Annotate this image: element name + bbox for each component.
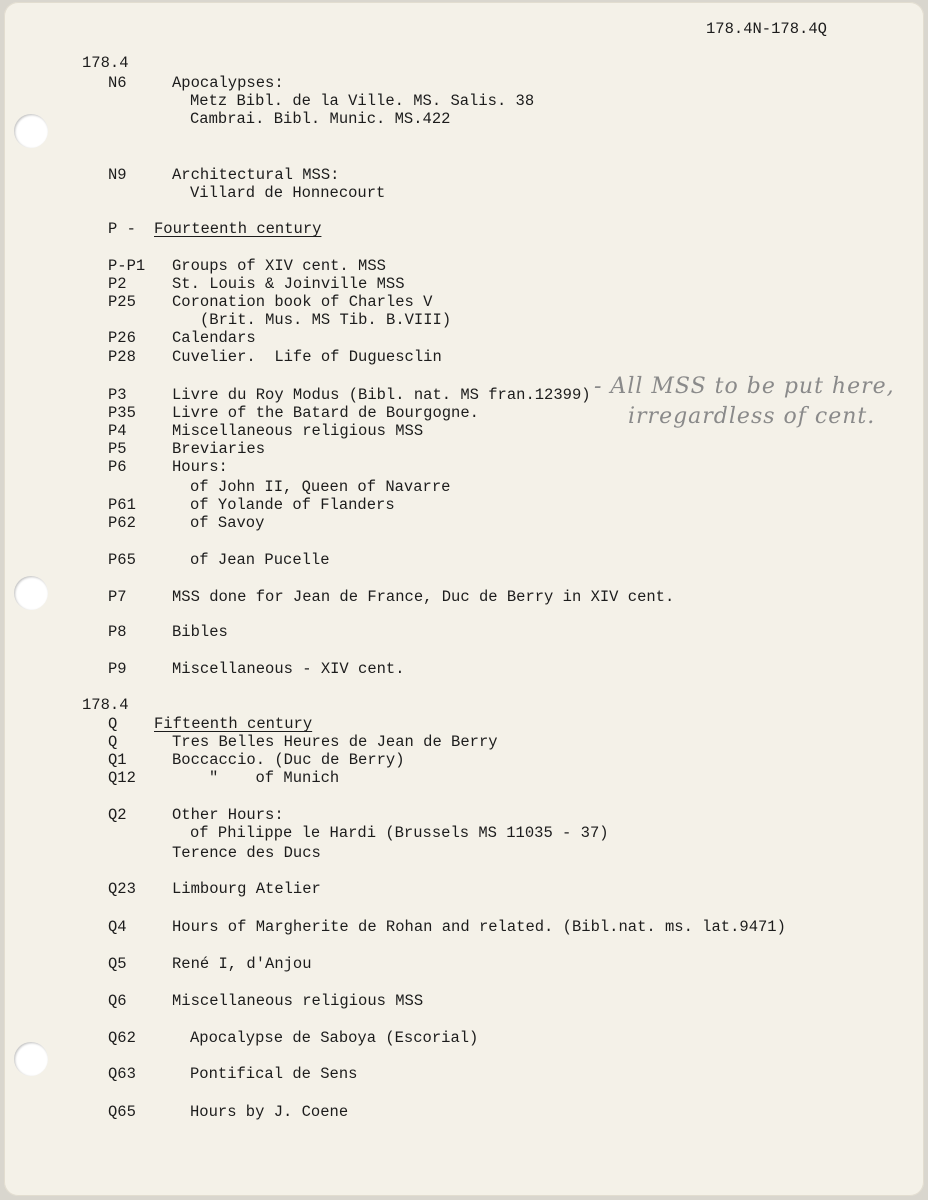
entry-text: (Brit. Mus. MS Tib. B.VIII) (200, 311, 452, 329)
entry-text: Tres Belles Heures de Jean de Berry (172, 733, 498, 751)
entry-text: Livre of the Batard de Bourgogne. (172, 404, 479, 422)
entry-text: Limbourg Atelier (172, 880, 321, 898)
shelf-code: P - (108, 220, 136, 238)
shelf-code: Q4 (108, 918, 127, 936)
entry-text: of John II, Queen of Navarre (190, 478, 451, 496)
entry-text: Apocalypses: (172, 74, 284, 92)
class-number: 178.4 (82, 54, 129, 72)
entry-text: of Jean Pucelle (190, 551, 330, 569)
entry-text: Boccaccio. (Duc de Berry) (172, 751, 405, 769)
shelf-code: P35 (108, 404, 136, 422)
entry-text: Coronation book of Charles V (172, 293, 433, 311)
shelf-code: Q (108, 715, 118, 733)
section-heading: Fourteenth century (154, 220, 322, 238)
shelf-code: P4 (108, 422, 127, 440)
shelf-code: P25 (108, 293, 136, 311)
shelf-code: P26 (108, 329, 136, 347)
entry-text: Miscellaneous religious MSS (172, 992, 424, 1010)
entry-text: Pontifical de Sens (190, 1065, 358, 1083)
punch-hole (14, 1042, 48, 1076)
shelf-code: N9 (108, 166, 127, 184)
handwritten-note-line: irregardless of cent. (628, 404, 876, 429)
class-number: 178.4 (82, 696, 129, 714)
shelf-code: P28 (108, 348, 136, 366)
entry-text: of Yolande of Flanders (190, 496, 395, 514)
handwritten-note (594, 374, 895, 464)
shelf-code: Q12 (108, 769, 136, 787)
punch-hole (14, 576, 48, 610)
entry-text: Bibles (172, 623, 228, 641)
entry-text: Miscellaneous - XIV cent. (172, 660, 405, 678)
entry-text: MSS done for Jean de France, Duc de Berry in XIV cent. (172, 588, 675, 606)
entry-text: Miscellaneous religious MSS (172, 422, 424, 440)
shelf-code: P8 (108, 623, 127, 641)
shelf-code: P-P1 (108, 257, 146, 275)
shelf-code: P5 (108, 440, 127, 458)
handwritten-note-line: - All MSS to be put here, (594, 374, 895, 399)
entry-text: Hours: (172, 458, 228, 476)
entry-text: Metz Bibl. de la Ville. MS. Salis. 38 (190, 92, 535, 110)
shelf-code: Q2 (108, 806, 127, 824)
shelf-code: P2 (108, 275, 127, 293)
entry-text: Breviaries (172, 440, 266, 458)
shelf-code: P3 (108, 386, 127, 404)
shelf-code: Q (108, 733, 118, 751)
shelf-code: Q65 (108, 1103, 136, 1121)
catalog-card-page (4, 2, 924, 1196)
shelf-code: Q62 (108, 1029, 136, 1047)
entry-text: Other Hours: (172, 806, 284, 824)
entry-text: " of Munich (209, 769, 340, 787)
entry-text: of Savoy (190, 514, 265, 532)
entry-text: Hours by J. Coene (190, 1103, 349, 1121)
page-range-header: 178.4N-178.4Q (706, 20, 827, 38)
entry-text: Groups of XIV cent. MSS (172, 257, 386, 275)
entry-text: Villard de Honnecourt (190, 184, 386, 202)
entry-text: Calendars (172, 329, 256, 347)
entry-text: Architectural MSS: (172, 166, 340, 184)
entry-text: Cambrai. Bibl. Munic. MS.422 (190, 110, 451, 128)
shelf-code: P9 (108, 660, 127, 678)
shelf-code: Q5 (108, 955, 127, 973)
entry-text: Cuvelier. Life of Duguesclin (172, 348, 442, 366)
section-heading: Fifteenth century (154, 715, 313, 733)
shelf-code: N6 (108, 74, 127, 92)
shelf-code: Q63 (108, 1065, 136, 1083)
shelf-code: Q1 (108, 751, 127, 769)
shelf-code: Q6 (108, 992, 127, 1010)
punch-hole (14, 114, 48, 148)
shelf-code: P61 (108, 496, 136, 514)
shelf-code: P62 (108, 514, 136, 532)
shelf-code: P6 (108, 458, 127, 476)
shelf-code: Q23 (108, 880, 136, 898)
entry-text: St. Louis & Joinville MSS (172, 275, 405, 293)
entry-text: Livre du Roy Modus (Bibl. nat. MS fran.12399) (172, 386, 591, 404)
entry-text: René I, d'Anjou (172, 955, 312, 973)
shelf-code: P65 (108, 551, 136, 569)
entry-text: of Philippe le Hardi (Brussels MS 11035 - 37) (190, 824, 609, 842)
entry-text: Terence des Ducs (172, 844, 321, 862)
entry-text: Hours of Margherite de Rohan and related. (Bibl.nat. ms. lat.9471) (172, 918, 786, 936)
entry-text: Apocalypse de Saboya (Escorial) (190, 1029, 479, 1047)
shelf-code: P7 (108, 588, 127, 606)
